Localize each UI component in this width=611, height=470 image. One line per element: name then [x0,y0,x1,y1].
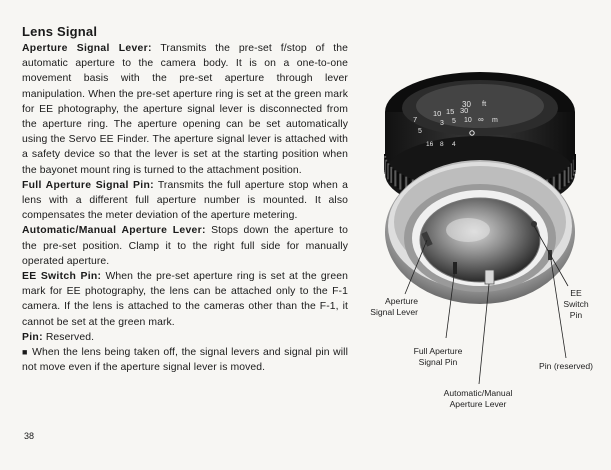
term-label: EE Switch Pin: [22,271,102,283]
term-label: Aperture Signal Lever: [22,43,152,54]
scale-m-10: 10 [464,117,472,124]
scale-ft-10: 10 [433,109,442,118]
page-number: 38 [24,431,35,441]
scale-unit-ft: ft [482,99,487,108]
label-pin-reserved: Pin (reserved) [539,361,593,371]
scale-left-5: 5 [418,128,422,135]
bullet-icon: ■ [22,347,29,358]
aperture-4: 4 [452,141,456,148]
scale-m-infinity: ∞ [478,115,484,124]
paragraph-text: When the pre-set aperture ring is set at the green mark for EE photography, the lens can be attached only to the F-1 camera. If the lens is attached to the cameras other than the F-1, it cannot be set at the green mark. [22,271,348,328]
label-ee-switch-pin: EE Switch Pin [563,288,589,320]
scale-m-5: 5 [452,118,456,125]
paragraph-text: Reserved. [45,331,95,343]
note-text: When the lens being taken off, the signal levers and signal pin will not move even if the aperture signal lever is moved. [22,347,348,374]
chrome-mount [385,160,575,304]
term-label: Pin: [22,331,43,343]
label-automatic-manual-aperture-lever: Automatic/Manual Aperture Lever [443,388,513,409]
scale-left-7: 7 [413,115,418,124]
label-aperture-signal-lever: Aperture Signal Lever [370,296,418,317]
paragraph-text: Stops down the aperture to the pre-set position. Clamp it to the right full side for manually operated aperture. [22,225,348,267]
section-heading: Lens Signal [22,24,98,39]
scale-m-3: 3 [440,120,444,127]
term-label: Automatic/Manual Aperture Lever: [22,225,206,237]
aperture-8: 8 [440,141,444,148]
paragraph-text: Transmits the pre-set f/stop of the automatic aperture to the camera body. It is on a one-to-one movement basis with the pre-set aperture through lever manipulation. When the pre-set aperture ring is set at the green mark for EE photography, the aperture signal lever is disconnected from the aperture ring. The aperture opening can be set automatically using the Servo EE Finder. The aperture signal lever is attached with a safety device so that the lever is set at the starting position when the bayonet mount ring is turned to the attachment position. [22,43,348,176]
scale-ft-30b: 30 [460,106,469,115]
aperture-16: 16 [426,141,434,148]
term-label: Full Aperture Signal Pin: [22,179,154,191]
label-full-aperture-signal-pin: Full Aperture Signal Pin [413,346,463,367]
scale-feet-30: 30 [462,100,471,109]
auto-manual-lever [485,270,494,284]
scale-unit-m: m [492,117,498,124]
paragraph-text: Transmits the full aperture stop when a lens with a different full aperture number is mounted. It also compensates the meter deviation of the aperture metering. [22,179,348,222]
scale-ft-15: 15 [446,107,455,116]
